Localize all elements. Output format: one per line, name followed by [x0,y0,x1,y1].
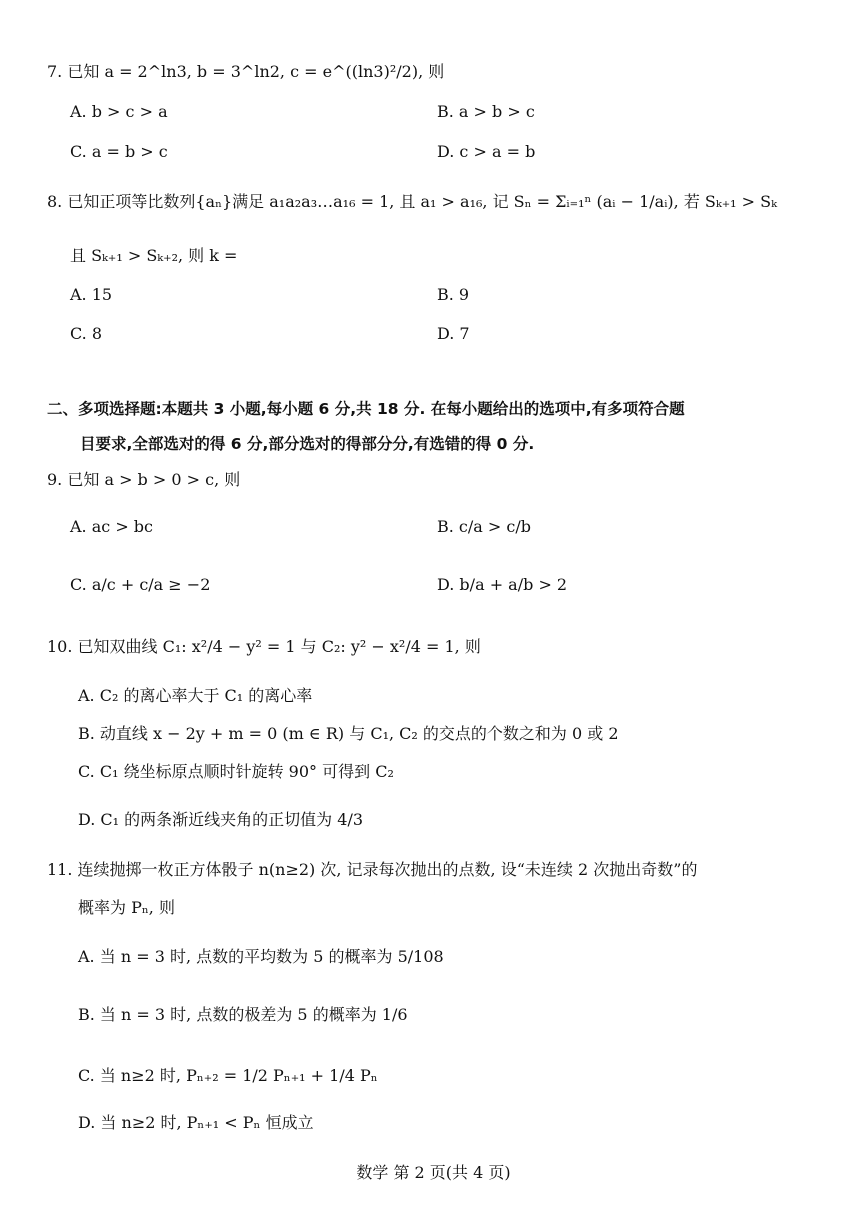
section-2-heading-line2: 目要求,全部选对的得 6 分,部分选对的得部分分,有选错的得 0 分. [80,435,535,453]
question-10-option-a: A. C₂ 的离心率大于 C₁ 的离心率 [78,686,313,705]
question-9-option-c: C. a/c + c/a ≥ −2 [70,575,211,594]
question-8-option-b: B. 9 [437,285,470,304]
question-9-option-a: A. ac > bc [70,517,154,536]
question-8-option-a: A. 15 [70,285,113,304]
question-10-option-c: C. C₁ 绕坐标原点顺时针旋转 90° 可得到 C₂ [78,762,394,781]
question-10-stem: 10. 已知双曲线 C₁: x²/4 − y² = 1 与 C₂: y² − x²/4 = 1, 则 [47,637,481,656]
question-11-option-d: D. 当 n≥2 时, Pₙ₊₁ < Pₙ 恒成立 [78,1113,314,1132]
question-7-option-a: A. b > c > a [70,102,168,121]
section-2-heading-line1: 二、多项选择题:本题共 3 小题,每小题 6 分,共 18 分. 在每小题给出的选项中,有多项符合题 [47,400,685,418]
question-9-option-d: D. b/a + a/b > 2 [437,575,568,594]
question-11-option-a: A. 当 n = 3 时, 点数的平均数为 5 的概率为 5/108 [78,947,444,966]
question-9-stem: 9. 已知 a > b > 0 > c, 则 [47,470,241,489]
page-footer: 数学 第 2 页(共 4 页) [356,1163,511,1182]
question-8-option-c: C. 8 [70,324,103,343]
question-8-option-d: D. 7 [437,324,470,343]
question-10-option-d: D. C₁ 的两条渐近线夹角的正切值为 4/3 [78,810,364,829]
question-11-stem-line1: 11. 连续抛掷一枚正方体骰子 n(n≥2) 次, 记录每次抛出的点数, 设“未连续 2 次抛出奇数”的 [47,860,698,879]
question-8-stem-line2: 且 Sₖ₊₁ > Sₖ₊₂, 则 k = [70,246,238,265]
question-10-option-b: B. 动直线 x − 2y + m = 0 (m ∈ R) 与 C₁, C₂ 的交点的个数之和为 0 或 2 [78,724,619,743]
question-7-option-d: D. c > a = b [437,142,536,161]
question-9-option-b: B. c/a > c/b [437,517,531,536]
question-11-stem-line2: 概率为 Pₙ, 则 [78,898,175,917]
question-7-option-c: C. a = b > c [70,142,168,161]
question-11-option-b: B. 当 n = 3 时, 点数的极差为 5 的概率为 1/6 [78,1005,408,1024]
question-7-option-b: B. a > b > c [437,102,535,121]
question-7-stem: 7. 已知 a = 2^ln3, b = 3^ln2, c = e^((ln3)²/2), 则 [47,62,445,81]
question-11-option-c: C. 当 n≥2 时, Pₙ₊₂ = 1/2 Pₙ₊₁ + 1/4 Pₙ [78,1066,378,1085]
question-8-stem-line1: 8. 已知正项等比数列{aₙ}满足 a₁a₂a₃…a₁₆ = 1, 且 a₁ > a₁₆, 记 Sₙ = Σᵢ₌₁ⁿ (aᵢ − 1/aᵢ), 若 Sₖ₊₁ > Sₖ [47,192,777,211]
